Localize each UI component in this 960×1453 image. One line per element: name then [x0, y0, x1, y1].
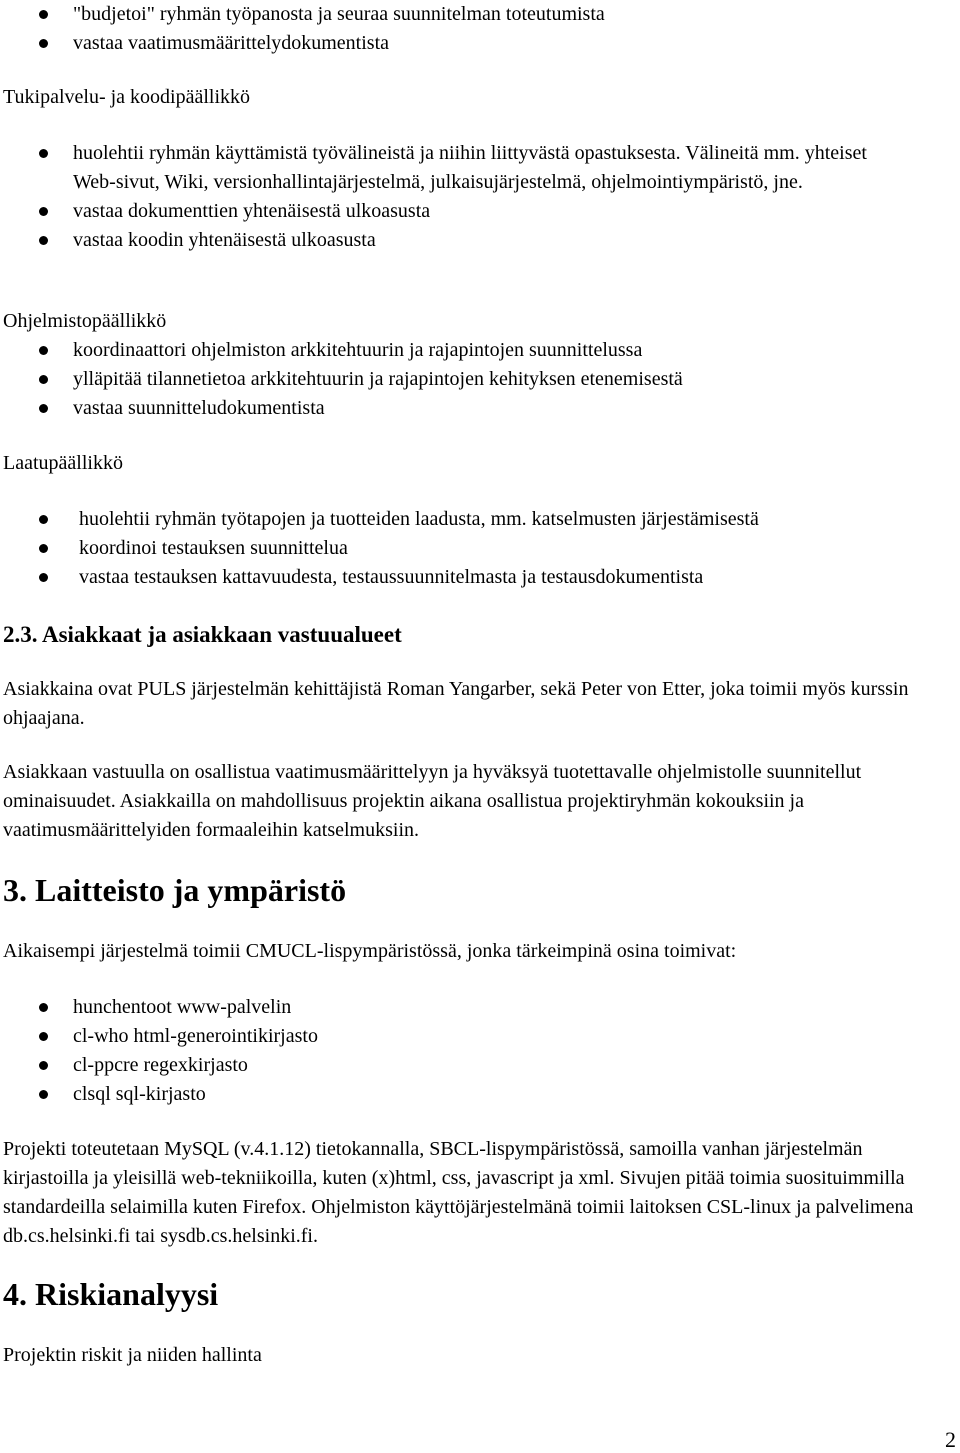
list-item: cl-who html-generointikirjasto	[0, 1022, 950, 1051]
list-item: huolehtii ryhmän työtapojen ja tuotteiden laadusta, mm. katselmusten järjestämisestä	[0, 505, 950, 534]
list-item: cl-ppcre regexkirjasto	[0, 1051, 950, 1080]
customer-responsibility-paragraph: Asiakkaan vastuulla on osallistua vaatimusmäärittelyyn ja hyväksyä tuotettavalle ohjelmistolle suunnitellut ominaisuudet. Asiakkailla on mahdollisuus projektin aikana osallistua projektiryhmän kokouksiin ja vaatimusmäärittelyiden formaaleihin katselmuksiin.	[3, 761, 862, 841]
risk-intro: Projektin riskit ja niiden hallinta	[3, 1344, 262, 1366]
support-role-list	[0, 139, 950, 255]
page-number: 2	[945, 1427, 956, 1452]
list-item: vastaa dokumenttien yhtenäisestä ulkoasusta	[0, 197, 950, 226]
list-item: koordinaattori ohjelmiston arkkitehtuurin ja rajapintojen suunnittelussa	[0, 336, 950, 365]
role-title-software: Ohjelmistopäällikkö	[3, 310, 167, 332]
list-item: koordinoi testauksen suunnittelua	[0, 534, 950, 563]
component-list	[0, 993, 950, 1109]
list-item: vastaa suunnitteludokumentista	[0, 394, 950, 423]
environment-intro: Aikaisempi järjestelmä toimii CMUCL-lispympäristössä, jonka tärkeimpinä osina toimivat:	[3, 940, 737, 962]
section-heading-2-3: 2.3. Asiakkaat ja asiakkaan vastuualueet	[3, 622, 402, 647]
list-item: clsql sql-kirjasto	[0, 1080, 950, 1109]
section-heading-4: 4. Riskianalyysi	[3, 1276, 219, 1312]
section-heading-3: 3. Laitteisto ja ympäristö	[3, 872, 347, 908]
list-item: huolehtii ryhmän käyttämistä työvälineistä ja niihin liittyvästä opastuksesta. Välineitä mm. yhteiset Web-sivut, Wiki, versionhallintajärjestelmä, julkaisujärjestelmä, ohjelmointiympäristö, jne.	[0, 139, 873, 197]
responsibility-list-top	[0, 0, 950, 58]
list-item: vastaa koodin yhtenäisestä ulkoasusta	[0, 226, 950, 255]
role-title-quality: Laatupäällikkö	[3, 452, 123, 474]
list-item: "budjetoi" ryhmän työpanosta ja seuraa suunnitelman toteutumista	[0, 0, 950, 29]
quality-role-list	[0, 505, 950, 592]
software-role-list	[0, 336, 950, 423]
list-item: vastaa testauksen kattavuudesta, testaussuunnitelmasta ja testausdokumentista	[0, 563, 950, 592]
list-item: ylläpitää tilannetietoa arkkitehtuurin ja rajapintojen kehityksen etenemisestä	[0, 365, 950, 394]
list-item: vastaa vaatimusmäärittelydokumentista	[0, 29, 950, 58]
list-item: hunchentoot www-palvelin	[0, 993, 950, 1022]
role-title-support: Tukipalvelu- ja koodipäällikkö	[3, 86, 251, 108]
customers-paragraph: Asiakkaina ovat PULS järjestelmän kehittäjistä Roman Yangarber, sekä Peter von Etter, joka toimii myös kurssin ohjaajana.	[3, 678, 909, 729]
implementation-paragraph: Projekti toteutetaan MySQL (v.4.1.12) tietokannalla, SBCL-lispympäristössä, samoilla vanhan järjestelmän kirjastoilla ja yleisillä web-tekniikoilla, kuten (x)html, css, javascript ja xml. Sivujen pitää toimia suosituimmilla standardeilla selaimilla kuten Firefox. Ohjelmiston käyttöjärjestelmänä toimii laitoksen CSL-linux ja palvelimena db.cs.helsinki.fi tai sysdb.cs.helsinki.fi.	[3, 1138, 914, 1247]
